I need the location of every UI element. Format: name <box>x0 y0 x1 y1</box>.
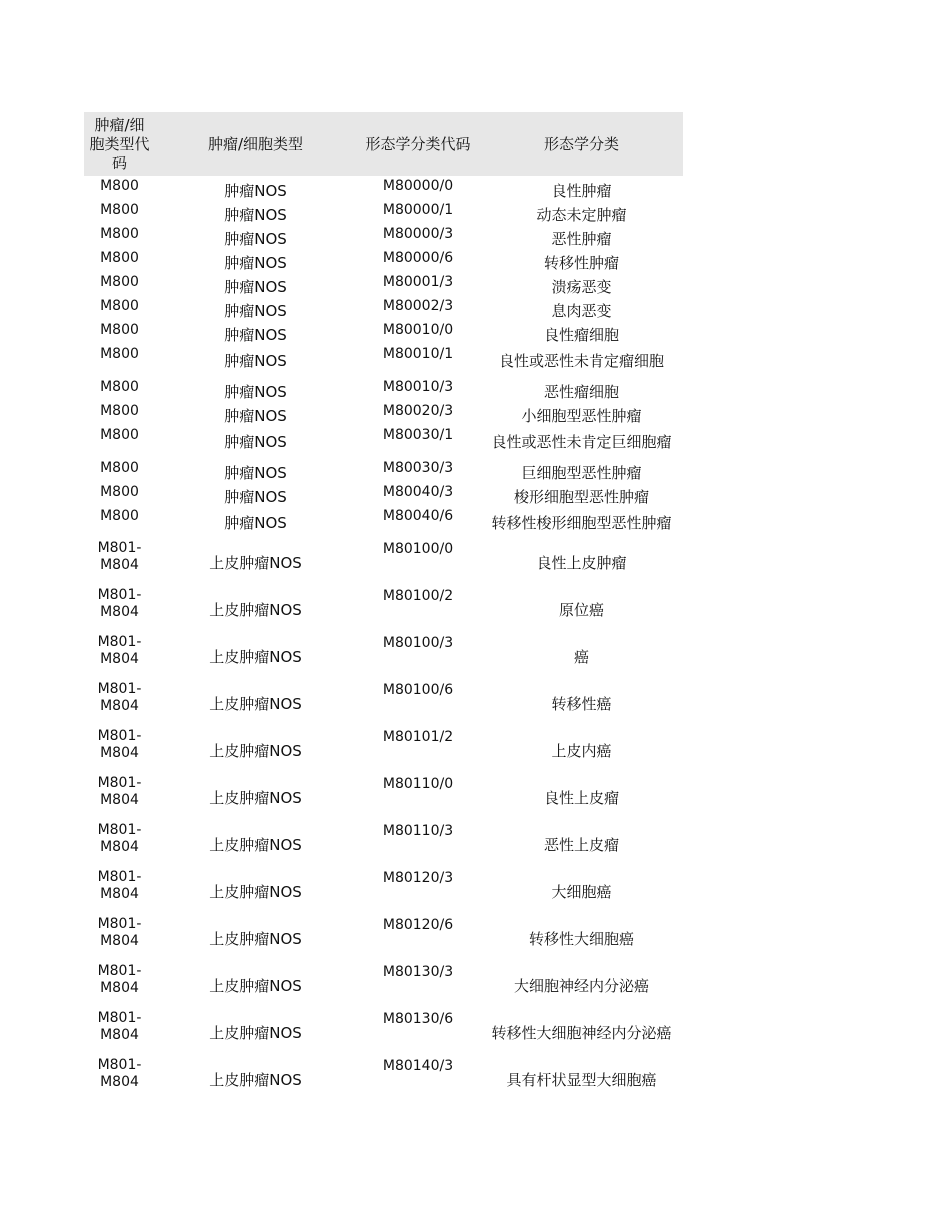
cell-morph-code: M80120/3 <box>382 870 454 886</box>
cell-tumor-code: M801-M804 <box>97 1010 142 1043</box>
cell-morph-code: M80000/1 <box>382 202 454 218</box>
cell-tumor-code: M800 <box>100 484 139 500</box>
cell-morph-class: 大细胞神经内分泌癌 <box>513 976 649 995</box>
header-tumor-type: 肿瘤/细胞类型 <box>155 112 356 176</box>
table-row <box>84 774 683 821</box>
table-row <box>84 915 683 962</box>
cell-tumor-type: 肿瘤NOS <box>224 278 287 296</box>
cell-tumor-code: M800 <box>100 460 139 476</box>
cell-morph-code: M80100/3 <box>382 635 454 651</box>
cell-tumor-type: 肿瘤NOS <box>224 432 287 451</box>
cell-morph-class: 大细胞癌 <box>551 882 612 901</box>
cell-tumor-type: 上皮肿瘤NOS <box>209 835 302 854</box>
table-row <box>84 633 683 680</box>
cell-tumor-type: 上皮肿瘤NOS <box>209 788 302 807</box>
cell-morph-class: 癌 <box>573 647 589 666</box>
cell-tumor-type: 上皮肿瘤NOS <box>209 976 302 995</box>
cell-tumor-code: M801-M804 <box>97 775 142 808</box>
cell-morph-code: M80100/6 <box>382 682 454 698</box>
cell-morph-class: 转移性大细胞神经内分泌癌 <box>491 1023 672 1042</box>
cell-tumor-code: M801-M804 <box>97 587 142 620</box>
cell-morph-code: M80110/0 <box>382 776 454 792</box>
table-row <box>84 868 683 915</box>
cell-tumor-type: 上皮肿瘤NOS <box>209 694 302 713</box>
table-row <box>84 401 683 425</box>
cell-morph-class: 转移性癌 <box>551 694 612 713</box>
cell-tumor-type: 肿瘤NOS <box>224 351 287 370</box>
cell-tumor-type: 肿瘤NOS <box>224 182 287 200</box>
table-row <box>84 224 683 248</box>
cell-tumor-code: M800 <box>100 226 139 242</box>
table-row <box>84 248 683 272</box>
cell-tumor-type: 上皮肿瘤NOS <box>209 929 302 948</box>
table-row <box>84 506 683 539</box>
cell-tumor-code: M801-M804 <box>97 1057 142 1090</box>
morphology-table <box>84 112 683 1103</box>
cell-morph-code: M80130/6 <box>382 1011 454 1027</box>
cell-morph-code: M80030/1 <box>382 427 454 443</box>
cell-morph-code: M80040/3 <box>382 484 454 500</box>
cell-morph-code: M80001/3 <box>382 274 454 290</box>
cell-morph-class: 息肉恶变 <box>551 302 612 320</box>
cell-morph-class: 良性肿瘤 <box>551 182 612 200</box>
cell-tumor-type: 肿瘤NOS <box>224 464 287 482</box>
cell-tumor-code: M800 <box>100 403 139 419</box>
cell-morph-class: 溃疡恶变 <box>551 278 612 296</box>
cell-tumor-type: 上皮肿瘤NOS <box>209 600 302 619</box>
cell-tumor-code: M801-M804 <box>97 822 142 855</box>
cell-morph-code: M80040/6 <box>382 508 454 524</box>
header-tumor-code: 肿瘤/细胞类型代码 <box>84 112 155 176</box>
cell-morph-class: 转移性梭形细胞型恶性肿瘤 <box>491 513 672 532</box>
cell-morph-class: 动态未定肿瘤 <box>536 206 627 224</box>
cell-morph-code: M80020/3 <box>382 403 454 419</box>
cell-morph-class: 小细胞型恶性肿瘤 <box>521 407 642 425</box>
table-row <box>84 821 683 868</box>
table-row <box>84 482 683 506</box>
cell-morph-code: M80030/3 <box>382 460 454 476</box>
header-morph-code: 形态学分类代码 <box>356 112 480 176</box>
cell-tumor-type: 肿瘤NOS <box>224 383 287 401</box>
table-row <box>84 962 683 1009</box>
table-body <box>84 176 683 1103</box>
cell-morph-code: M80101/2 <box>382 729 454 745</box>
cell-morph-class: 原位癌 <box>558 600 604 619</box>
cell-tumor-type: 肿瘤NOS <box>224 230 287 248</box>
cell-tumor-code: M800 <box>100 322 139 338</box>
cell-tumor-code: M801-M804 <box>97 963 142 996</box>
cell-morph-code: M80120/6 <box>382 917 454 933</box>
table-row <box>84 377 683 401</box>
cell-tumor-code: M800 <box>100 379 139 395</box>
table-row <box>84 425 683 458</box>
cell-morph-code: M80010/1 <box>382 346 454 362</box>
cell-morph-class: 恶性肿瘤 <box>551 230 612 248</box>
header-morph-class: 形态学分类 <box>480 112 683 176</box>
cell-tumor-code: M801-M804 <box>97 869 142 902</box>
cell-morph-class: 梭形细胞型恶性肿瘤 <box>513 488 649 506</box>
cell-tumor-code: M800 <box>100 508 139 524</box>
cell-tumor-code: M801-M804 <box>97 540 142 573</box>
cell-tumor-type: 上皮肿瘤NOS <box>209 1023 302 1042</box>
cell-morph-code: M80100/0 <box>382 541 454 557</box>
spreadsheet <box>84 112 683 1103</box>
table-row <box>84 586 683 633</box>
cell-morph-code: M80130/3 <box>382 964 454 980</box>
cell-tumor-code: M801-M804 <box>97 681 142 714</box>
cell-morph-class: 转移性大细胞癌 <box>528 929 634 948</box>
table-row <box>84 296 683 320</box>
table-row <box>84 272 683 296</box>
table-row <box>84 539 683 586</box>
cell-tumor-type: 上皮肿瘤NOS <box>209 882 302 901</box>
cell-tumor-code: M800 <box>100 250 139 266</box>
cell-tumor-type: 肿瘤NOS <box>224 513 287 532</box>
cell-morph-code: M80010/3 <box>382 379 454 395</box>
cell-tumor-type: 肿瘤NOS <box>224 206 287 224</box>
table-row <box>84 680 683 727</box>
table-row <box>84 458 683 482</box>
cell-tumor-type: 上皮肿瘤NOS <box>209 1070 302 1089</box>
table-row <box>84 200 683 224</box>
table-row <box>84 727 683 774</box>
cell-morph-code: M80002/3 <box>382 298 454 314</box>
cell-morph-code: M80000/3 <box>382 226 454 242</box>
table-row <box>84 344 683 377</box>
cell-tumor-code: M800 <box>100 427 139 443</box>
cell-morph-class: 良性瘤细胞 <box>543 326 619 344</box>
table-row <box>84 1009 683 1056</box>
cell-morph-class: 具有杆状显型大细胞癌 <box>506 1070 657 1089</box>
cell-tumor-code: M800 <box>100 346 139 362</box>
table-row <box>84 1056 683 1103</box>
cell-morph-class: 良性上皮瘤 <box>543 788 619 807</box>
cell-tumor-code: M801-M804 <box>97 728 142 761</box>
table-row <box>84 176 683 200</box>
cell-tumor-type: 上皮肿瘤NOS <box>209 741 302 760</box>
cell-morph-code: M80110/3 <box>382 823 454 839</box>
cell-morph-class: 良性或恶性未肯定瘤细胞 <box>498 351 664 370</box>
cell-morph-code: M80100/2 <box>382 588 454 604</box>
cell-morph-class: 良性或恶性未肯定巨细胞瘤 <box>491 432 672 451</box>
cell-tumor-code: M801-M804 <box>97 634 142 667</box>
cell-tumor-type: 上皮肿瘤NOS <box>209 553 302 572</box>
cell-morph-class: 恶性上皮瘤 <box>543 835 619 854</box>
cell-tumor-code: M800 <box>100 298 139 314</box>
cell-tumor-type: 肿瘤NOS <box>224 488 287 506</box>
table-header <box>84 112 683 176</box>
cell-tumor-code: M801-M804 <box>97 916 142 949</box>
cell-tumor-type: 肿瘤NOS <box>224 254 287 272</box>
cell-tumor-type: 上皮肿瘤NOS <box>209 647 302 666</box>
cell-tumor-code: M800 <box>100 178 139 194</box>
cell-morph-code: M80000/6 <box>382 250 454 266</box>
cell-morph-class: 良性上皮肿瘤 <box>536 553 627 572</box>
cell-morph-code: M80140/3 <box>382 1058 454 1074</box>
cell-tumor-code: M800 <box>100 274 139 290</box>
cell-morph-class: 上皮内癌 <box>551 741 612 760</box>
cell-morph-code: M80000/0 <box>382 178 454 194</box>
cell-morph-code: M80010/0 <box>382 322 454 338</box>
cell-morph-class: 恶性瘤细胞 <box>543 383 619 401</box>
table-row <box>84 320 683 344</box>
cell-tumor-type: 肿瘤NOS <box>224 407 287 425</box>
cell-morph-class: 转移性肿瘤 <box>543 254 619 272</box>
cell-tumor-type: 肿瘤NOS <box>224 302 287 320</box>
cell-morph-class: 巨细胞型恶性肿瘤 <box>521 464 642 482</box>
cell-tumor-code: M800 <box>100 202 139 218</box>
cell-tumor-type: 肿瘤NOS <box>224 326 287 344</box>
